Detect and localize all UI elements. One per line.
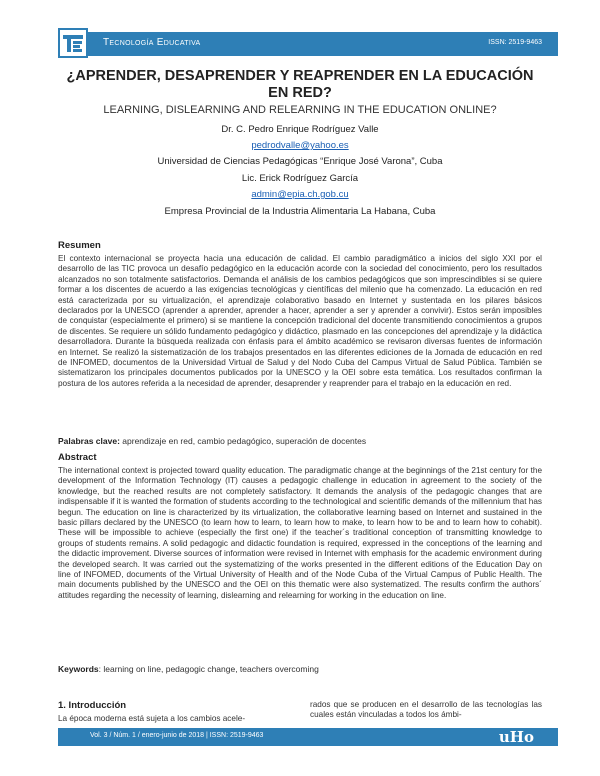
author-email-link[interactable] (58, 140, 542, 151)
header-issn: ISSN: 2519-9463 (488, 39, 542, 46)
author-email-link[interactable] (58, 189, 542, 200)
journal-logo-icon (58, 28, 88, 58)
intro-left-column: La época moderna está sujeta a los cambios acele- (58, 714, 246, 723)
article-title: ¿APRENDER, DESAPRENDER Y REAPRENDER EN LA EDUCACIÓN EN RED? (66, 68, 534, 101)
author-name: Dr. C. Pedro Enrique Rodríguez Valle (221, 124, 379, 135)
author-affiliation: Empresa Provincial de la Industria Alimentaria La Habana, Cuba (164, 206, 436, 217)
keywords-label: Keywords (58, 664, 99, 674)
palabras-clave (58, 436, 542, 446)
intro-right-column: rados que se producen en el desarrollo de las tecnologías las cuales están vinculadas a todos los ámbi- (310, 700, 542, 720)
resumen-text: El contexto internacional se proyecta hacia una educación de calidad. El cambio paradigmático a inicios del siglo XXI por el desarrollo de las TIC provoca un desafío pedagógico en la educación acorde con la sociedad del conocimiento, pero los resultados alcanzados no son totalmente satisfactorios. Demanda el análisis de los cambios pedagógicos que son imprescindibles si se quiere formar a los discentes de acuerdo a las exigencias tecnológicas y científicas del milenio que ha comenzado. La educación en red está caracterizada por su virtualización, el aprendizaje colaborativo basado en Internet y sustentada en los pilares básicos declarados por la UNESCO (aprender a aprender, aprender a hacer, aprender a ser y aprender a convivir). Estos serán imposibles de conquistar (especialmente el primero) si se mantiene la concepción tradicional del docente transmitiendo conocimientos a grupos de discentes. Se requiere un sólido fundamento pedagógico y didáctico, plasmado en las concepciones del aprendizaje y la didáctica desarrolladora. Durante la búsqueda realizada con énfasis para el ámbito académico se revisaron diversas fuentes de información en Internet. Se realizó la sistematización de los trabajos presentados en las diferentes ediciones de la Jornada de educación en red de INFOMED, documentos de la Universidad Virtual de Salud y del Nodo Cuba del Campus Virtual de Salud Pública. También se sistematizaron los principales documentos publicados por la UNESCO y la OEI sobre esta temática. Los resultados confirman la postura de los autores referida a la necesidad de aprender, desaprender y reaprender para el trabajo en la educación en red. (58, 254, 542, 388)
palabras-clave-text: aprendizaje en red, cambio pedagógico, superación de docentes (122, 436, 367, 446)
author-email[interactable]: admin@epia.ch.gob.cu (251, 189, 349, 200)
abstract-heading: Abstract (58, 452, 97, 463)
keywords-text: : learning on line, pedagogic change, teachers overcoming (98, 664, 319, 674)
abstract-text: The international context is projected toward quality education. The paradigmatic change at the beginnings of the 21st century for the development of the Information Technology (IT) causes a pedagogic challenge in education in agreement to the society of the knowledge, but the reached results are not completely satisfactory. It demands the analysis of the pedagogic changes that are indispensable if it is wanted the formation of students according to the technological and scientific demands of the millennium that has begun. The education on line is characterized by its virtualization, the collaborative learning based on Internet and sustained in the basic pillars declared by the UNESCO (to learn how to learn, to learn how to make, to learn how to be and to learn how to cohabit). These will be impossible to achieve (especially the first one) if the teacher´s traditional conception of transmitting knowledge to groups of students remains. A solid pedagogic and didactic foundation is required, expressed in the conceptions of the learning and the didactic improvement. Diverse sources of information were revised in Internet with emphasis for the academic environment during the developed search. It was carried out the systematizing of the works presented in the different editions of the Education Day on line of INFOMED, documents of the Virtual University of Health and of the Node Cuba of the Virtual Campus of Public Health. The main documents published by the UNESCO and the OEI on this thematic were also systematized. The results confirm the authors´ attitudes regarding the necessity of learning, dislearning and relearning for working in the education on line. (58, 466, 542, 600)
palabras-clave-label: Palabras clave: (58, 436, 120, 446)
article-subtitle: LEARNING, DISLEARNING AND RELEARNING IN THE EDUCATION ONLINE? (103, 104, 497, 116)
journal-name: Tecnología Educativa (103, 37, 201, 48)
keywords (58, 664, 542, 674)
resumen-heading: Resumen (58, 240, 101, 251)
author-affiliation: Universidad de Ciencias Pedagógicas “Enrique José Varona”, Cuba (157, 156, 443, 167)
intro-heading: 1. Introducción (58, 700, 127, 711)
footer-volume-info: Vol. 3 / Núm. 1 / enero-junio de 2018 | ISSN: 2519-9463 (90, 732, 264, 739)
university-logo: uHo (498, 728, 534, 746)
author-email[interactable]: pedrodvalle@yahoo.es (251, 140, 349, 151)
author-name: Lic. Erick Rodríguez García (241, 173, 359, 184)
